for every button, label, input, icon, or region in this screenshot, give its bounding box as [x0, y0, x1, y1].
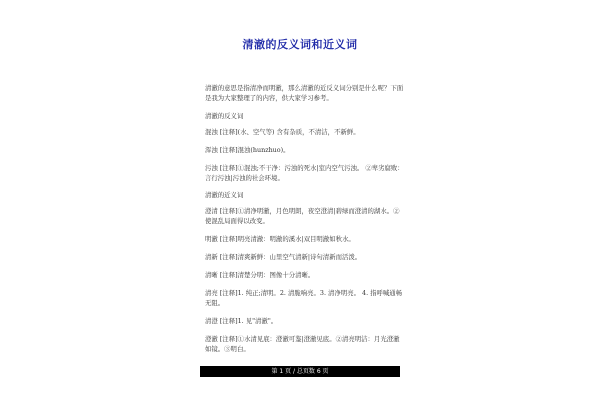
synonym-entry: 澄澈 [注释]①水清见底：澄澈可鉴|澄澈见底。②清亮明洁：月光澄澈如镜。③明白。 — [205, 334, 400, 353]
antonym-entry: 混浊 [注释](水、空气等) 含有杂质，不清洁，不新鲜。 — [205, 127, 360, 136]
synonym-entry: 清亮 [注释]1. 纯正;清明。2. 清脆响亮。3. 清净明亮。 4. 指呼喊通畅无阻。 — [205, 288, 403, 307]
synonym-entry: 清新 [注释]清爽新鲜：山里空气清新|诗句清新而活泼。 — [205, 253, 362, 262]
document-body — [205, 84, 405, 363]
document-title: 清澈的反义词和近义词 — [242, 38, 358, 51]
antonym-entry: 污浊 [注释]①混浊;不干净：污浊的死水|室内空气污浊。 ②卑劣腐败：言行污浊|污浊的社会环境。 — [205, 163, 404, 182]
page-footer: 第 1 页 / 总页数 6 页 — [200, 366, 400, 377]
synonym-entry: 清澄 [注释]1. 见"清澈"。 — [205, 316, 278, 325]
antonyms-heading: 清澈的反义词 — [205, 111, 244, 120]
synonym-entry: 澄清 [注释]①清净明澈，月色明朗，夜空澄清|碧绿而澄清的湖水。②使混乱局面得以改变。 — [205, 207, 400, 226]
antonym-entry: 浑浊 [注释]混浊(hunzhuo)。 — [205, 145, 290, 154]
synonyms-heading: 清澈的近义词 — [205, 191, 244, 200]
synonym-entry: 明澈 [注释]明亮清澈：明澈的溪水|双目明澈如秋水。 — [205, 235, 355, 244]
synonym-entry: 清晰 [注释]清楚分明：图像十分清晰。 — [205, 271, 315, 280]
intro-paragraph: 清澈的意思是指清净而明澈，那么清澈的近反义词分别是什么呢？下面是我为大家整理了的内容，供大家学习参考。 — [205, 84, 404, 102]
